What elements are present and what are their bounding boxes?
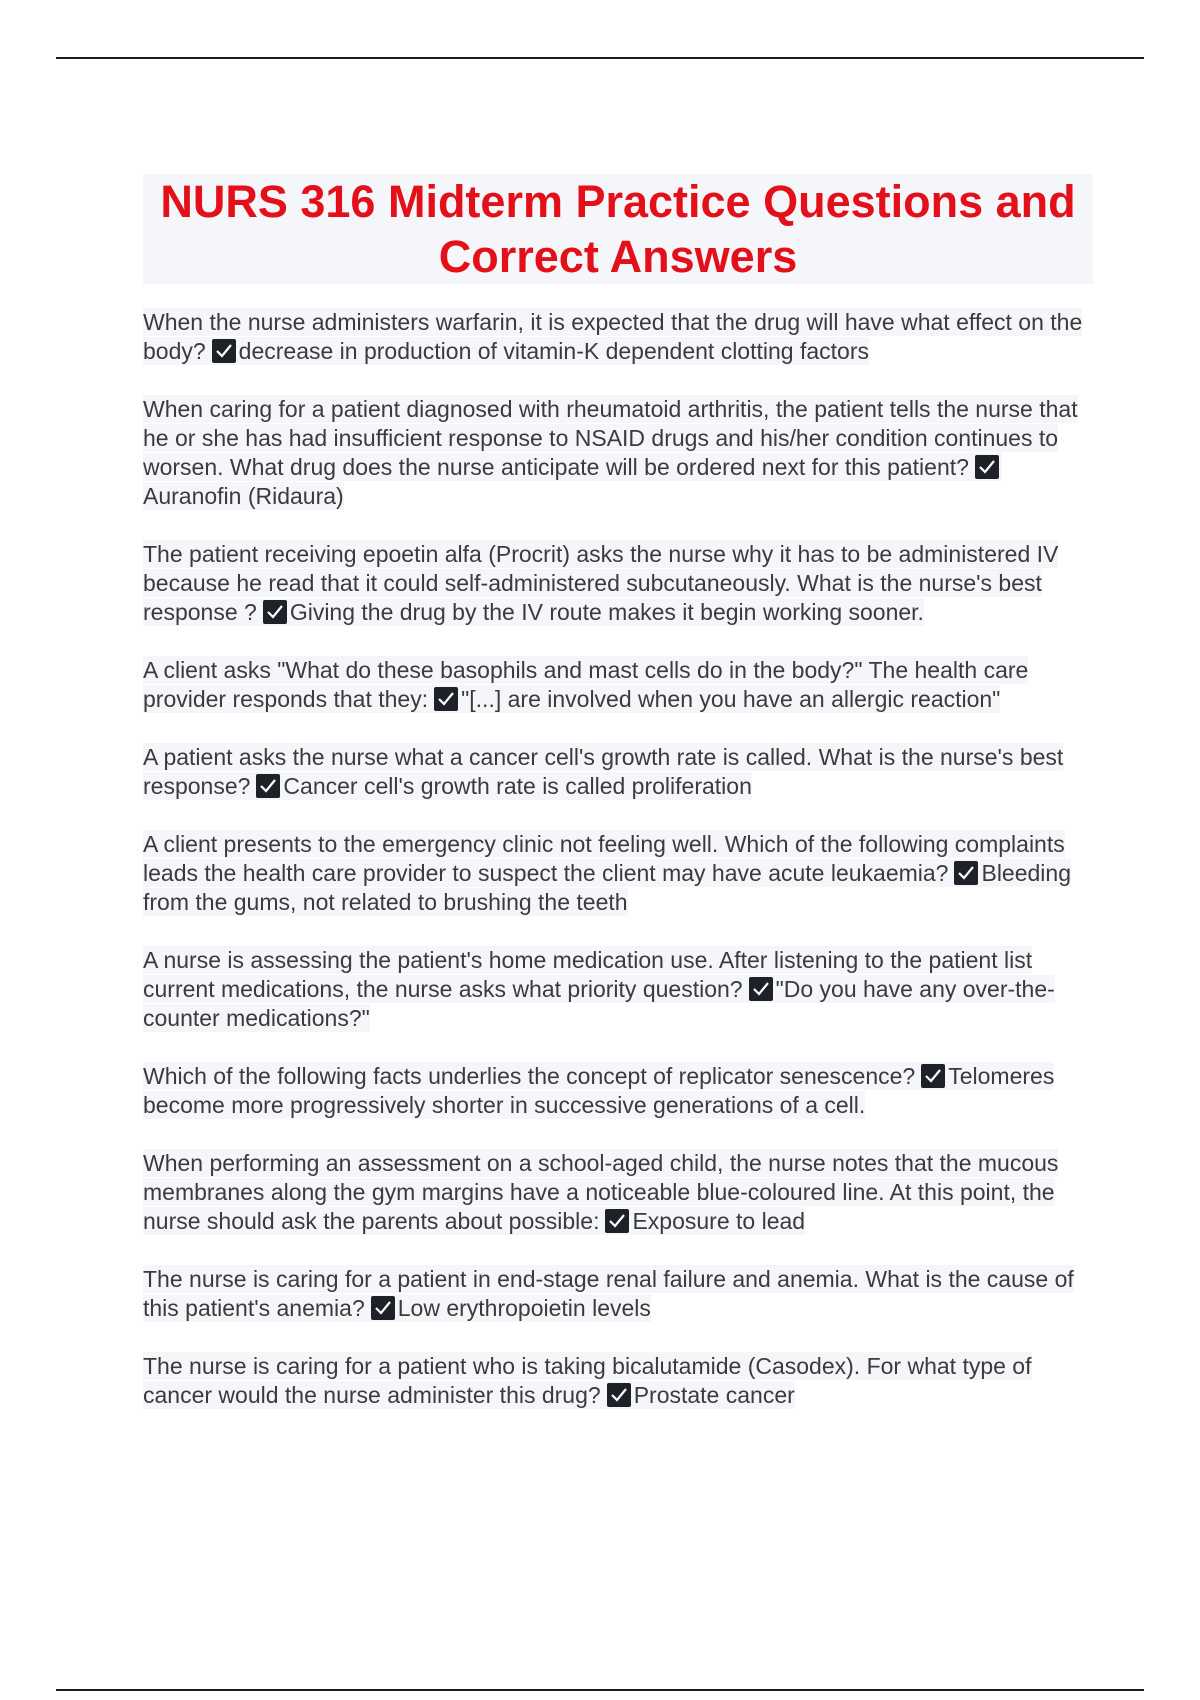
check-mark-icon bbox=[256, 774, 280, 798]
qa-item bbox=[143, 1265, 1093, 1323]
check-mark-icon bbox=[749, 977, 773, 1001]
qa-list bbox=[143, 308, 1093, 1439]
check-mark-icon bbox=[263, 600, 287, 624]
question-text: A client presents to the emergency clinic not feeling well. Which of the following complaints leads the health care provider to suspect the client may have acute leukaemia? bbox=[143, 831, 1065, 886]
check-mark-icon bbox=[921, 1064, 945, 1088]
qa-item bbox=[143, 1352, 1093, 1410]
check-mark-icon bbox=[434, 687, 458, 711]
document-title: NURS 316 Midterm Practice Questions and Correct Answers bbox=[160, 176, 1076, 282]
qa-item bbox=[143, 743, 1093, 801]
question-text: A client asks "What do these basophils and mast cells do in the body?" The health care provider responds that they: bbox=[143, 657, 1029, 712]
check-mark-icon bbox=[607, 1383, 631, 1407]
answer-text: decrease in production of vitamin-K dependent clotting factors bbox=[238, 338, 869, 364]
qa-item bbox=[143, 656, 1093, 714]
qa-item bbox=[143, 1062, 1093, 1120]
answer-text: Cancer cell's growth rate is called proliferation bbox=[283, 773, 752, 799]
answer-text: "[...] are involved when you have an allergic reaction" bbox=[461, 686, 1001, 712]
qa-item bbox=[143, 946, 1093, 1033]
qa-item bbox=[143, 830, 1093, 917]
answer-text: Telomeres become more progressively shorter in successive generations of a cell. bbox=[143, 1063, 1055, 1118]
bottom-divider bbox=[56, 1689, 1144, 1691]
check-mark-icon bbox=[975, 455, 999, 479]
check-mark-icon bbox=[605, 1209, 629, 1233]
qa-item bbox=[143, 1149, 1093, 1236]
answer-text: "Do you have any over-the-counter medications?" bbox=[143, 976, 1055, 1031]
question-text: Which of the following facts underlies the concept of replicator senescence? bbox=[143, 1063, 916, 1089]
answer-text: Giving the drug by the IV route makes it begin working sooner. bbox=[289, 599, 924, 625]
answer-text: Auranofin (Ridaura) bbox=[143, 483, 344, 509]
question-text: A patient asks the nurse what a cancer cell's growth rate is called. What is the nurse's best response? bbox=[143, 744, 1064, 799]
check-mark-icon bbox=[212, 339, 236, 363]
check-mark-icon bbox=[954, 861, 978, 885]
qa-item bbox=[143, 395, 1093, 511]
question-text: When performing an assessment on a school-aged child, the nurse notes that the mucous membranes along the gym margins have a noticeable blue-coloured line. At this point, the nurse should ask the parents about possible: bbox=[143, 1150, 1059, 1234]
top-divider bbox=[56, 57, 1144, 59]
answer-text: Low erythropoietin levels bbox=[397, 1295, 651, 1321]
qa-item bbox=[143, 308, 1093, 366]
answer-text: Exposure to lead bbox=[632, 1208, 806, 1234]
question-text: When caring for a patient diagnosed with rheumatoid arthritis, the patient tells the nurse that he or she has had insufficient response to NSAID drugs and his/her condition continues to worsen. What drug does the nurse anticipate will be ordered next for this patient? bbox=[143, 396, 1078, 480]
check-mark-icon bbox=[371, 1296, 395, 1320]
question-text: The nurse is caring for a patient who is taking bicalutamide (Casodex). For what type of cancer would the nurse administer this drug? bbox=[143, 1353, 1032, 1408]
question-text: The patient receiving epoetin alfa (Procrit) asks the nurse why it has to be administered IV because he read that it could self-administered subcutaneously. What is the nurse's best response ? bbox=[143, 541, 1059, 625]
qa-item bbox=[143, 540, 1093, 627]
question-text: A nurse is assessing the patient's home medication use. After listening to the patient list current medications, the nurse asks what priority question? bbox=[143, 947, 1033, 1002]
answer-text: Prostate cancer bbox=[633, 1382, 795, 1408]
question-text: The nurse is caring for a patient in end-stage renal failure and anemia. What is the cause of this patient's anemia? bbox=[143, 1266, 1074, 1321]
answer-text: Bleeding from the gums, not related to brushing the teeth bbox=[143, 860, 1072, 915]
question-text: When the nurse administers warfarin, it is expected that the drug will have what effect on the body? bbox=[143, 309, 1083, 364]
title-banner bbox=[143, 174, 1093, 284]
